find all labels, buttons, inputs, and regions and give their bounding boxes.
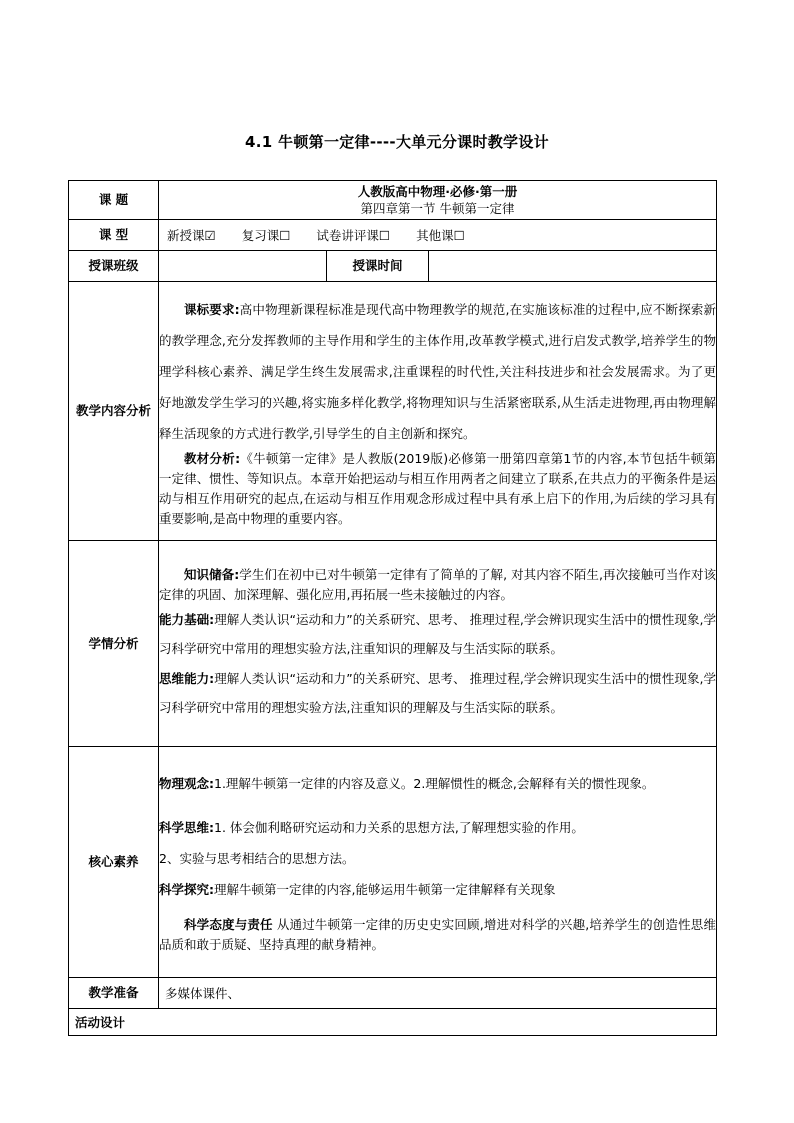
scientific-thinking-text: 1. 体会伽利略研究运动和力关系的思想方法,了解理想实验的作用。 xyxy=(214,820,584,836)
topic-label: 课 题 xyxy=(69,181,159,220)
topic-line-2: 第四章第一节 牛顿第一定律 xyxy=(360,201,515,216)
physics-concept-text: 1.理解牛顿第一定律的内容及意义。2.理解惯性的概念,会解释有关的惯性现象。 xyxy=(214,775,655,791)
student-analysis-cell xyxy=(159,541,717,747)
ability-paragraph xyxy=(159,605,716,664)
lesson-type-option-other[interactable]: 其他课☐ xyxy=(416,228,465,243)
activity-label: 活动设计 xyxy=(69,1009,717,1036)
knowledge-heading: 知识储备: xyxy=(184,566,240,582)
content-analysis-cell xyxy=(159,282,717,541)
ability-heading: 能力基础: xyxy=(159,611,215,627)
curriculum-paragraph xyxy=(159,294,716,449)
attitude-paragraph xyxy=(159,915,716,955)
lesson-plan-table xyxy=(68,180,717,1036)
core-literacy-row xyxy=(69,747,717,978)
student-analysis-label: 学情分析 xyxy=(69,541,159,747)
lesson-type-label: 课 型 xyxy=(69,220,159,251)
scientific-thinking-paragraph xyxy=(159,812,716,843)
lesson-type-option-new[interactable]: 新授课☑ xyxy=(167,228,216,243)
curriculum-text: 高中物理新课程标准是现代高中物理教学的规范,在实施该标准的过程中,应不断探索新的教学理念,充分发挥教师的主导作用和学生的主体作用,改革教学模式,进行启发式教学,培养学生的物理学科核心素养、满足学生终生发展需求,注重课程的时代性,关注科技进步和社会发展需求。为了更好地激发学生学习的兴趣,将实施多样化教学,将物理知识与生活紧密联系,从生活走进物理,再由物理解释生活现象的方式进行教学,引导学生的自主创新和探究。 xyxy=(159,301,716,441)
attitude-text: 从通过牛顿第一定律的历史史实回顾,增进对科学的兴趣,培养学生的创造性思维品质和敢于质疑、坚持真理的献身精神。 xyxy=(159,917,716,953)
content-analysis-label: 教学内容分析 xyxy=(69,282,159,541)
physics-concept-heading: 物理观念: xyxy=(159,775,214,791)
topic-line-1: 人教版高中物理·必修·第一册 xyxy=(357,184,518,199)
topic-value xyxy=(159,181,717,220)
activity-row xyxy=(69,1009,717,1036)
textbook-paragraph xyxy=(159,449,716,529)
curriculum-heading: 课标要求: xyxy=(184,301,240,317)
lesson-type-option-review[interactable]: 复习课☐ xyxy=(241,228,291,243)
topic-row xyxy=(69,181,717,220)
preparation-row xyxy=(69,978,717,1009)
time-label: 授课时间 xyxy=(327,251,429,282)
thinking-heading: 思维能力: xyxy=(159,670,215,686)
lesson-type-row xyxy=(69,220,717,251)
core-literacy-label: 核心素养 xyxy=(69,747,159,978)
physics-concept-paragraph xyxy=(159,769,716,799)
document-title: 4.1 牛顿第一定律----大单元分课时教学设计 xyxy=(245,133,549,151)
thinking-text: 理解人类认识“运动和力”的关系研究、思考、 推理过程,学会辨识现实生活中的惯性现象,学习科学研究中常用的理想实验方法,注重知识的理解及与生活实际的联系。 xyxy=(159,670,717,715)
knowledge-paragraph xyxy=(159,565,716,605)
class-value[interactable] xyxy=(159,251,327,282)
lesson-type-option-exam[interactable]: 试卷讲评课☐ xyxy=(316,228,391,243)
class-row xyxy=(69,251,717,282)
ability-text: 理解人类认识“运动和力”的关系研究、思考、 推理过程,学会辨识现实生活中的惯性现象,学习科学研究中常用的理想实验方法,注重知识的理解及与生活实际的联系。 xyxy=(159,611,717,656)
time-value[interactable] xyxy=(429,251,717,282)
class-label: 授课班级 xyxy=(69,251,159,282)
textbook-heading: 教材分析: xyxy=(184,450,241,466)
core-literacy-cell xyxy=(159,747,717,978)
scientific-inquiry-paragraph xyxy=(159,874,716,905)
content-analysis-row xyxy=(69,282,717,541)
lesson-type-options xyxy=(159,220,717,251)
thinking-paragraph xyxy=(159,664,716,723)
attitude-heading: 科学态度与责任 xyxy=(184,917,273,933)
knowledge-text: 学生们在初中已对牛顿第一定律有了简单的了解, 对其内容不陌生,再次接触可当作对该定律的巩固、加深理解、强化应用,再拓展一些未接触过的内容。 xyxy=(159,566,717,602)
scientific-thinking-heading: 科学思维: xyxy=(159,820,214,836)
scientific-inquiry-heading: 科学探究: xyxy=(159,882,214,898)
scientific-inquiry-text: 理解牛顿第一定律的内容,能够运用牛顿第一定律解释有关现象 xyxy=(214,882,556,898)
method-paragraph: 2、实验与思考相结合的思想方法。 xyxy=(159,851,355,867)
preparation-value: 多媒体课件、 xyxy=(159,978,717,1009)
preparation-label: 教学准备 xyxy=(69,978,159,1009)
student-analysis-row xyxy=(69,541,717,747)
textbook-text: 《牛顿第一定律》是人教版(2019版)必修第一册第四章第1节的内容,本节包括牛顿第一定律、惯性、等知识点。本章开始把运动与相互作用两者之间建立了联系,在共点力的平衡条件是运动与相互作用研究的起点,在运动与相互作用观念形成过程中具有承上启下的作用,为后续的学习具有重要影响,是高中物理的重要内容。 xyxy=(159,450,716,526)
